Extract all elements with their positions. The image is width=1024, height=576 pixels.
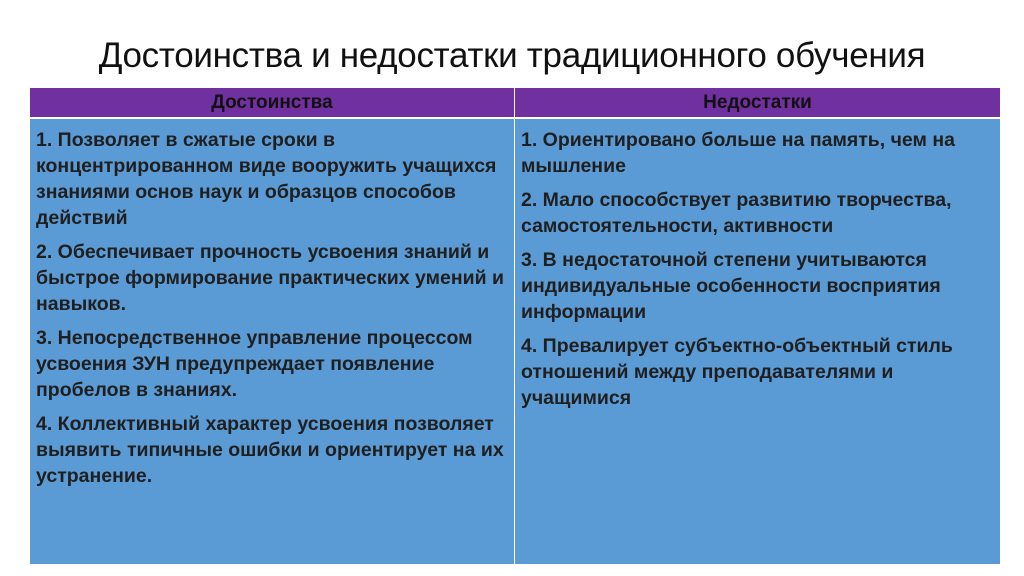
header-disadvantages: Недостатки [515, 88, 1000, 119]
header-advantages: Достоинства [30, 88, 515, 119]
advantage-item-3: 3. Непосредственное управление процессом усвоения ЗУН предупреждает появление пробелов в знаниях. [36, 327, 473, 401]
disadvantage-item-1: 1. Ориентировано больше на память, чем на мышление [521, 129, 955, 177]
advantage-item-2: 2. Обеспечивает прочность усвоения знаний и быстрое формирование практических умений и навыков. [36, 241, 504, 315]
disadvantages-cell [515, 119, 1000, 564]
slide-title: Достоинства и недостатки традиционного обучения [98, 36, 926, 75]
advantage-item-1: 1. Позволяет в сжатые сроки в концентрированном виде вооружить учащихся знаниями основ наук и образцов способов действий [36, 129, 497, 229]
comparison-table [30, 88, 1000, 564]
disadvantage-item-2: 2. Мало способствует развитию творчества, самостоятельности, активности [521, 189, 952, 237]
advantages-cell [30, 119, 515, 564]
disadvantage-item-3: 3. В недостаточной степени учитываются индивидуальные особенности восприятия информации [521, 249, 941, 323]
advantage-item-4: 4. Коллективный характер усвоения позволяет выявить типичные ошибки и ориентирует на их устранение. [36, 413, 504, 487]
disadvantage-item-4: 4. Превалирует субъектно-объектный стиль отношений между преподавателями и учащимися [521, 335, 953, 409]
